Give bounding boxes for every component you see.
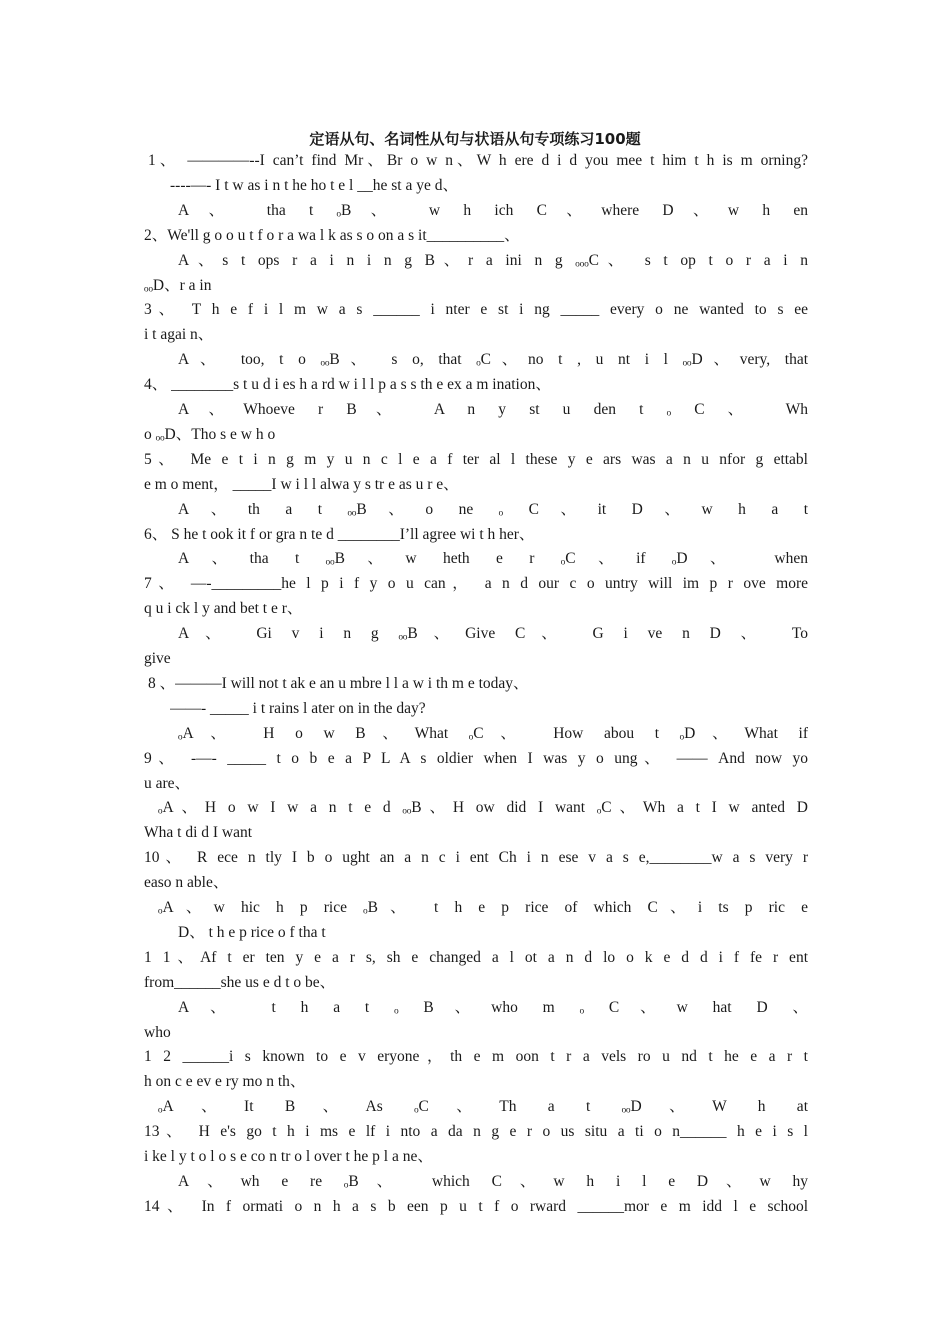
text-line: i ke l y t o l o s e co n tr o l over t he p l a ne、 <box>144 1148 433 1165</box>
text-line: h on c e ev e ry mo n th、 <box>144 1073 306 1091</box>
text-line: ₒA、 H o w B、What ₒC、 How abou t ₒD、What if <box>178 724 808 742</box>
text-line: ₒA、H o w I w a n t e d ₒₒB、H ow did I want ₒC、Wh a t I w anted D <box>158 799 808 817</box>
text-line: A、wh e re ₒB、 which C、w h i l e D、w hy <box>178 1172 808 1190</box>
text-line: easo n able、 <box>144 874 229 892</box>
text-line: 1、 ————--I can’t find Mr、Br o w n、W h ere d i d you mee t him t h is m orning? <box>148 152 808 169</box>
text-line: 1 2 ______i s known to e v eryone，th e m oon t r a vels ro u nd t he e a r t <box>144 1048 808 1066</box>
text-line: 8 、———I will not t ak e an u mbre l l a w i th m e today、 <box>148 674 529 692</box>
text-line: give <box>144 650 171 667</box>
text-line: 10、 R ece n tly I b o ught an a n c i ent Ch i n ese v a s e,________w a s very r <box>144 849 808 867</box>
text-line: e m o ment， _____I w i l l alwa y s tr e as u r e、 <box>144 475 459 493</box>
text-line: 5、 Me e t i n g m y u n c l e a f ter al l these y e ars was a n u nfor g ettabl <box>144 450 808 468</box>
text-line: 6、 S he t ook it f or gra n te d ________I’ll agree wi t h her、 <box>144 525 535 543</box>
page-title: 定语从句、名词性从句与状语从句专项练习100题 <box>309 130 641 148</box>
text-line: 9、 -—- _____ t o b e a P L A s oldier when I was y o ung、 —— And now yo <box>144 749 808 767</box>
text-line: 4、 ________s t u d i es h a rd w i l l p a s s th e ex a m ination、 <box>144 376 551 394</box>
text-line: u are、 <box>144 774 191 792</box>
text-line: ₒA、w hic h p rice ₒB、 t h e p rice of which C、i ts p ric e <box>158 899 808 916</box>
text-line: from______she us e d t o be、 <box>144 973 336 991</box>
text-line: q u i ck l y and bet t e r、 <box>144 600 303 618</box>
text-line: A、th a t ₒₒB、o ne ₒ C、it D、w h a t <box>178 500 808 518</box>
text-line: ₒₒD、r a in <box>144 276 212 294</box>
text-line: A、Whoeve r B、 A n y st u den t ₒ C 、 Wh <box>178 401 808 418</box>
text-line: 13、 H e's go t h i ms e lf i nto a da n g e r o us situ a ti o n______ h e i s l <box>144 1123 808 1141</box>
text-line: i t agai n、 <box>144 326 214 344</box>
text-line: A、 too, t o ₒₒB、 s o, that ₒC、no t , u nt i l ₒₒD、very, that <box>178 351 808 369</box>
text-line: ----—- I t w as i n t he ho t e l __he st a ye d、 <box>170 176 458 194</box>
text-line: 2、We'll g o o u t f o r a wa l k as s o on a s it__________、 <box>144 226 520 244</box>
text-line: 3、 T h e f i l m w a s ______ i nter e st i ng _____ every o ne wanted to s ee <box>144 301 808 319</box>
text-line: A、 t h a t ₒ B、who m ₒ C、w hat D 、 <box>178 998 808 1016</box>
text-line: o ₒₒD、Tho s e w h o <box>144 425 276 443</box>
text-line: 1 1、Af t er ten y e a r s, sh e changed a l ot a n d lo o k e d d i f fe r ent <box>144 948 808 966</box>
text-line: A、 tha t ₒB、 w h ich C、where D、w h en <box>178 201 808 219</box>
text-line: A、tha t ₒₒB、w heth e r ₒC、if ₒD、 when <box>178 550 808 568</box>
text-line: D、 t h e p rice o f tha t <box>178 923 326 941</box>
text-line: ₒA、It B、As ₒC、Th a t ₒₒD、W h at <box>158 1098 808 1116</box>
text-line: A、 Gi v i n g ₒₒB、Give C、 G i ve n D 、 To <box>178 625 808 643</box>
text-line: who <box>144 1023 171 1041</box>
text-line: A、s t ops r a i n i n g B、r a ini n g ₒₒₒC、 s t op t o r a i n <box>178 251 808 269</box>
text-line: 14、 In f ormati o n h a s b een p u t f o rward ______mor e m idd l e school <box>144 1197 808 1215</box>
text-line: Wha t di d I want <box>144 824 253 842</box>
text-line: 7、 —-_________he l p i f y o u can， a n d our c o untry will im p r ove more <box>144 575 808 593</box>
text-line: ——- _____ i t rains l ater on in the day? <box>170 699 426 717</box>
